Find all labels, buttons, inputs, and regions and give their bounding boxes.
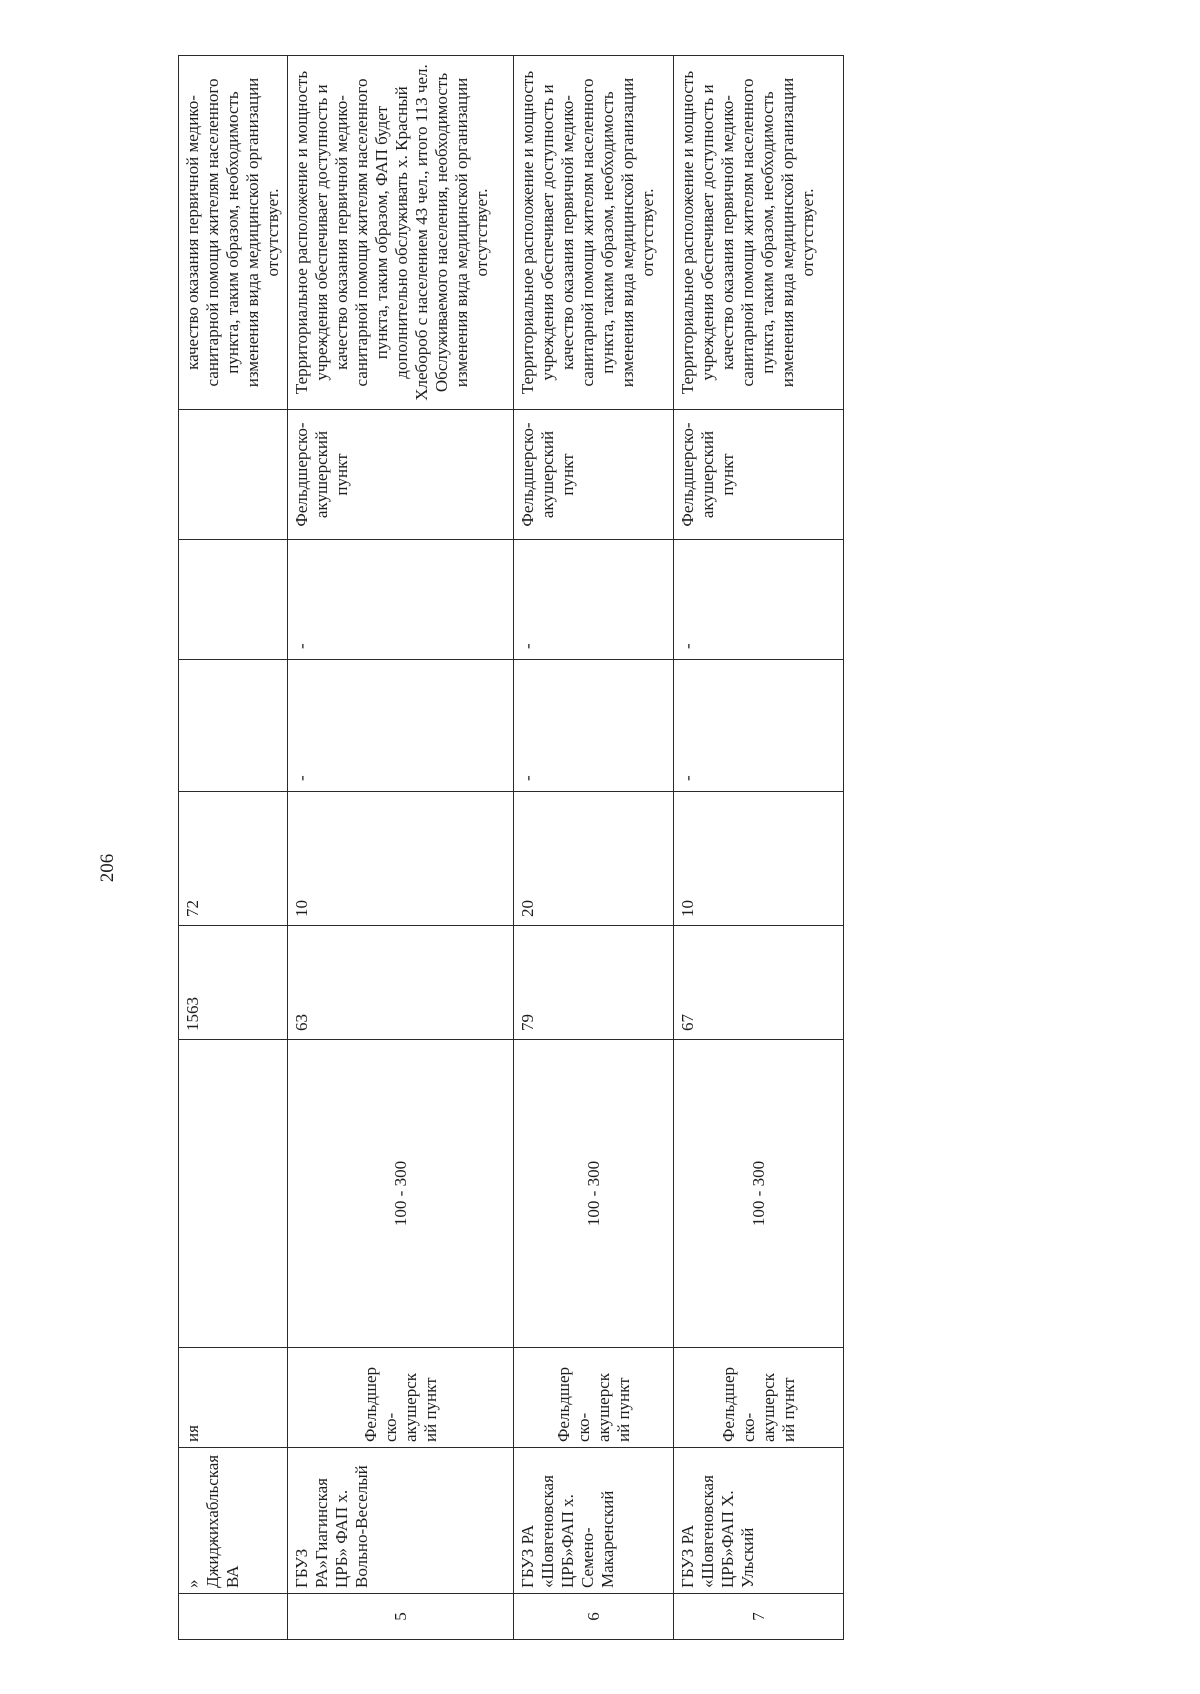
- page-number: 206: [97, 853, 118, 883]
- cell-c6: -: [514, 660, 674, 792]
- cell-c6: -: [288, 660, 514, 792]
- cell-description: Территориальное расположение и мощность учреждения обеспечивает доступность и качество оказания первичной медико-санитарной помощи жителям населенного пункта, таким образом, ФАП будет дополнительно обслуживать х. Красный Хлебороб с населением 43 чел., итого 113 чел. Обслуживаемого населения, необходимость изменения вида медицинской организации отсутствует.: [288, 56, 514, 410]
- cell-distance: 72: [179, 792, 288, 926]
- cell-type: Фельдшер ско-акушерск ий пункт: [288, 1348, 514, 1448]
- table-row: [674, 56, 844, 1640]
- cell-range: 100 - 300: [288, 1040, 514, 1348]
- cell-type: Фельдшер ско-акушерск ий пункт: [514, 1348, 674, 1448]
- rotated-table-wrapper: [178, 56, 838, 1640]
- cell-description: Территориальное расположение и мощность учреждения обеспечивает доступность и качество оказания первичной медико-санитарной помощи жителям населенного пункта, таким образом, необходимость изменения вида медицинской организации отсутствует.: [514, 56, 674, 410]
- cell-range: 100 - 300: [674, 1040, 844, 1348]
- cell-org: ГБУЗ РА «Шовгеновская ЦРБ»ФАП х. Семено-Макаренский: [514, 1448, 674, 1594]
- cell-num: 5: [288, 1594, 514, 1640]
- cell-c7: -: [514, 540, 674, 660]
- cell-unit: Фельдшерско-акушерский пункт: [674, 410, 844, 540]
- cell-description: Территориальное расположение и мощность учреждения обеспечивает доступность и качество оказания первичной медико-санитарной помощи жителям населенного пункта, таким образом, необходимость изменения вида медицинской организации отсутствует.: [674, 56, 844, 410]
- cell-org: ГБУЗ РА «Шовгеновская ЦРБ»ФАП Х. Ульский: [674, 1448, 844, 1594]
- cell-range: 100 - 300: [514, 1040, 674, 1348]
- cell-description: качество оказания первичной медико-санитарной помощи жителям населенного пункта, таким образом, необходимость изменения вида медицинской организации отсутствует.: [179, 56, 288, 410]
- cell-population: 67: [674, 926, 844, 1040]
- cell-distance: 10: [288, 792, 514, 926]
- table-row: [288, 56, 514, 1640]
- cell-unit: Фельдшерско-акушерский пункт: [288, 410, 514, 540]
- cell-type: ия: [179, 1348, 288, 1448]
- cell-num: 6: [514, 1594, 674, 1640]
- cell-population: 79: [514, 926, 674, 1040]
- facilities-table: [178, 55, 844, 1640]
- cell-c6: -: [674, 660, 844, 792]
- cell-population: 63: [288, 926, 514, 1040]
- cell-population: 1563: [179, 926, 288, 1040]
- cell-org: ГБУЗ РА»Гиагинская ЦРБ» ФАП х. Вольно-Веселый: [288, 1448, 514, 1594]
- cell-org: » Джиджихабльская ВА: [179, 1448, 288, 1594]
- table-row: [514, 56, 674, 1640]
- cell-type: Фельдшер ско-акушерск ий пункт: [674, 1348, 844, 1448]
- cell-c7: -: [288, 540, 514, 660]
- cell-c6: [179, 660, 288, 792]
- cell-range: [179, 1040, 288, 1348]
- cell-c7: -: [674, 540, 844, 660]
- cell-unit: [179, 410, 288, 540]
- cell-distance: 20: [514, 792, 674, 926]
- table-row-continuation: [179, 56, 288, 1640]
- cell-distance: 10: [674, 792, 844, 926]
- cell-c7: [179, 540, 288, 660]
- cell-num: 7: [674, 1594, 844, 1640]
- cell-num: [179, 1594, 288, 1640]
- cell-unit: Фельдшерско-акушерский пункт: [514, 410, 674, 540]
